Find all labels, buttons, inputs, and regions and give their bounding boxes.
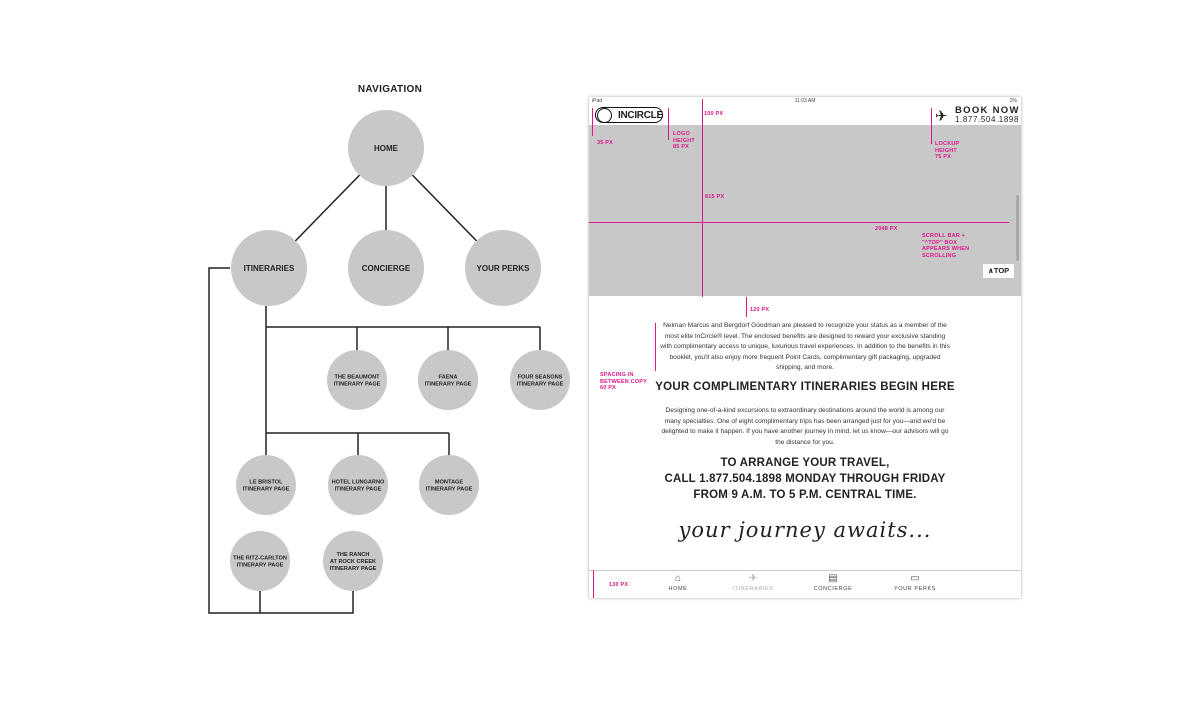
annotation-line: SCROLL BAR +: [922, 233, 966, 239]
nav-node-concierge: [348, 230, 424, 306]
concierge-icon: ▤: [828, 573, 838, 584]
nav-node-label: ITINERARY PAGE: [516, 381, 564, 388]
ipad-mockup: [589, 97, 1021, 598]
book-now-link[interactable]: BOOK NOW: [955, 105, 1020, 116]
annotation-line: APPEARS WHEN: [922, 246, 970, 252]
nav-node-label: HOTEL LUNGARNO: [331, 479, 385, 486]
nav-node-ranch: [323, 531, 383, 591]
nav-node-ritz: [230, 531, 290, 591]
annotation-100px: 100 PX: [704, 111, 724, 117]
nav-node-label: THE RANCH: [336, 551, 370, 558]
annotation-spacing: [600, 372, 647, 392]
tab-label: ITINERARIES: [732, 586, 774, 592]
nav-node-montage: [419, 455, 479, 515]
tab-concierge[interactable]: [803, 573, 863, 592]
nav-node-home: [348, 110, 424, 186]
annotation-line: LOGO: [673, 131, 690, 137]
status-time: 11:03 AM: [794, 98, 816, 104]
cta-line: FROM 9 A.M. TO 5 P.M. CENTRAL TIME.: [693, 489, 917, 501]
tab-itineraries[interactable]: [723, 573, 783, 592]
guide-130: [593, 570, 594, 598]
tab-your-perks[interactable]: [885, 573, 945, 592]
nav-node-beaumont: [327, 350, 387, 410]
cta-block: [589, 455, 1021, 503]
annotation-line: SCROLLING: [922, 252, 957, 259]
device-label: iPad: [592, 98, 603, 104]
annotation-line: "^TOP" BOX: [922, 239, 958, 246]
nav-node-label: FAENA: [438, 374, 458, 381]
annotation-35px: 35 PX: [597, 140, 613, 146]
annotation-2048px: 2048 PX: [875, 226, 898, 232]
nav-node-label: ITINERARY PAGE: [334, 486, 382, 493]
annotation-120px: 120 PX: [750, 307, 770, 313]
annotation-line: 85 PX: [673, 144, 689, 150]
guide-vertical-815: [702, 99, 703, 297]
nav-node-label: CONCIERGE: [361, 263, 411, 273]
annotation-130px: 130 PX: [609, 582, 629, 588]
annotation-line: LOCKUP: [935, 141, 960, 147]
nav-node-label: LE BRISTOL: [249, 479, 283, 486]
guide-120: [746, 297, 747, 317]
nav-node-perks: [465, 230, 541, 306]
annotation-line: BETWEEN COPY: [600, 378, 648, 385]
caret-up-icon: ∧: [987, 266, 994, 275]
airplane-icon: ✈: [935, 108, 948, 125]
nav-node-label: ITINERARY PAGE: [424, 381, 472, 388]
annotation-line: SPACING IN: [600, 372, 634, 378]
top-label: TOP: [993, 266, 1010, 275]
nav-node-label: ITINERARY PAGE: [425, 486, 473, 493]
tab-home[interactable]: [648, 573, 708, 592]
nav-node-label: ITINERARY PAGE: [242, 486, 290, 493]
navigation-title: NAVIGATION: [357, 84, 423, 95]
itineraries-copy: Designing one-of-a-kind excursions to extraordinary destinations around the world is among our many specialties. One of eight complimentary trips has been arranged just for you—and we'd be delighted to make it happen. If you have another journey in mind, let us know—our advisors will go the distance for you.: [661, 407, 949, 446]
guide-horizontal-2048: [589, 222, 1009, 223]
incircle-logo[interactable]: INCIRCLE: [595, 107, 663, 123]
nav-node-lungarno: [328, 455, 388, 515]
tab-label: HOME: [668, 586, 688, 592]
intro-copy: Neiman Marcus and Bergdorf Goodman are pleased to recognize your status as a member of the most elite InCircle® level. The enclosed benefits are designed to reward your exclusive standing with complimentary access to unique, luxurious travel experiences. In addition to the benefits in this booklet, you'll also enjoy more frequent Point Cards, complimentary gift packaging, upgraded shipping, and more.: [660, 322, 950, 371]
annotation-line: 75 PX: [935, 154, 951, 160]
annotation-line: HEIGHT: [673, 137, 695, 144]
annotation-line: HEIGHT: [935, 147, 957, 154]
nav-node-itineraries: [231, 230, 307, 306]
nav-node-label: MONTAGE: [434, 479, 464, 486]
plane-icon: ✈: [748, 573, 758, 584]
navigation-diagram: [0, 0, 590, 703]
perks-icon: ▭: [910, 573, 920, 584]
annotation-line: 60 PX: [600, 385, 616, 391]
itineraries-heading: YOUR COMPLIMENTARY ITINERARIES BEGIN HERE: [655, 381, 955, 393]
header-phone[interactable]: 1.877.504.1898: [955, 115, 1020, 124]
tab-label: YOUR PERKS: [893, 586, 937, 592]
nav-node-label: ITINERARIES: [243, 263, 295, 273]
nav-node-faena: [418, 350, 478, 410]
nav-node-label: ITINERARY PAGE: [333, 381, 381, 388]
nav-node-label: THE RITZ-CARLTON: [233, 555, 287, 562]
battery-level: 2%: [1009, 98, 1017, 104]
home-icon: ⌂: [674, 573, 682, 584]
annotation-logo-height: [673, 131, 695, 151]
tab-label: CONCIERGE: [813, 586, 853, 592]
nav-node-label: HOME: [374, 143, 398, 153]
scrollbar[interactable]: [1016, 195, 1019, 261]
guide-lockup-height: [931, 108, 932, 144]
annotation-lockup-height: [935, 141, 959, 161]
nav-node-label: ITINERARY PAGE: [329, 565, 377, 572]
cta-line: TO ARRANGE YOUR TRAVEL,: [720, 457, 890, 469]
nav-node-lebristol: [236, 455, 296, 515]
nav-node-label: THE BEAUMONT: [334, 374, 380, 381]
nav-node-label: AT ROCK CREEK: [329, 558, 377, 565]
guide-35: [592, 108, 593, 136]
nav-node-label: YOUR PERKS: [476, 263, 530, 273]
annotation-scroll-note: [922, 233, 969, 259]
status-bar: [589, 97, 1021, 105]
nav-node-label: FOUR SEASONS: [517, 374, 563, 381]
guide-spacing: [655, 323, 656, 371]
nav-node-fourseasons: [510, 350, 570, 410]
guide-logo-height: [668, 108, 669, 140]
bottom-tab-bar: [589, 570, 1021, 598]
back-to-top-button[interactable]: [983, 264, 1014, 278]
nav-node-label: ITINERARY PAGE: [236, 562, 284, 569]
cta-line: CALL 1.877.504.1898 MONDAY THROUGH FRIDAY: [664, 473, 946, 485]
annotation-815px: 815 PX: [705, 194, 725, 200]
script-tagline: your journey awaits...: [678, 518, 932, 542]
